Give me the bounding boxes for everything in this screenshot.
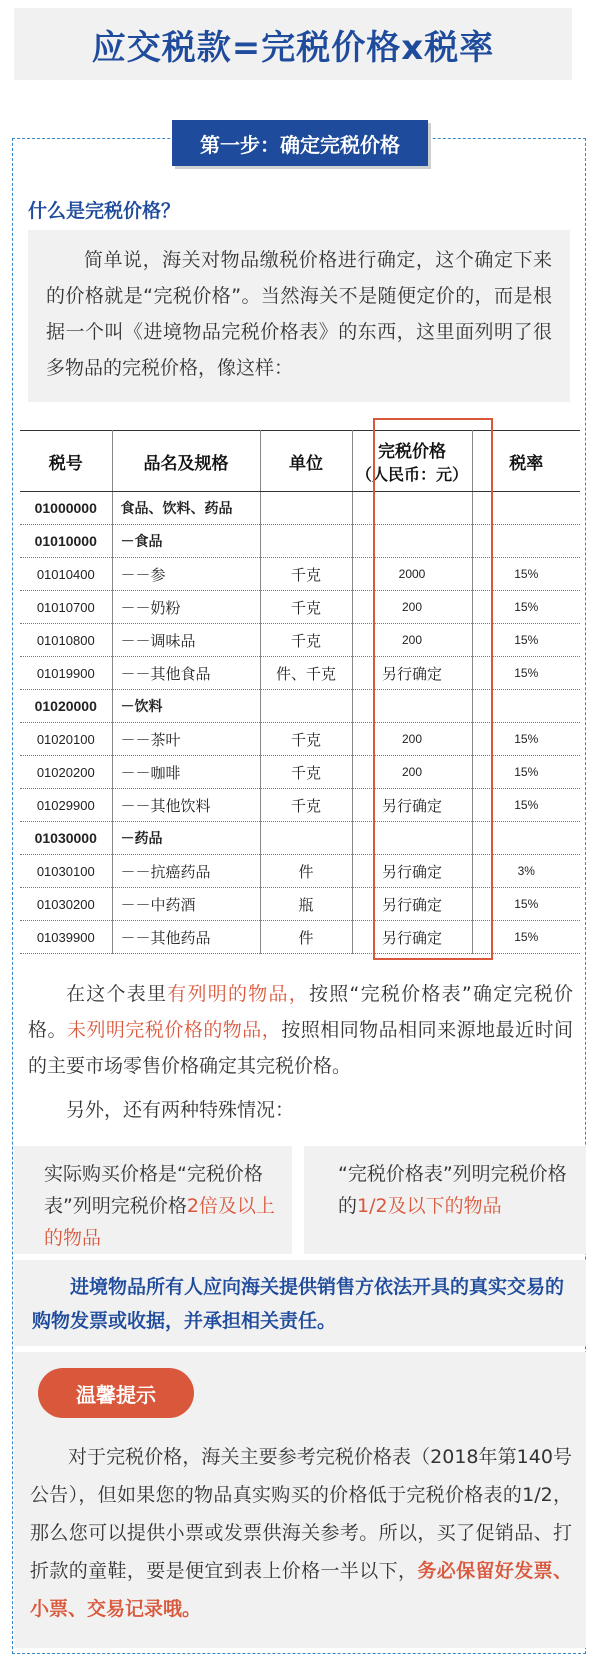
table-row: [20, 723, 580, 756]
cell-name: 食品、饮料、药品: [112, 492, 260, 525]
cell-unit: [260, 822, 352, 855]
cell-unit: 件: [260, 855, 352, 888]
cell-name: －－调味品: [112, 624, 260, 657]
table-header-row: [20, 431, 580, 492]
listed-items-highlight: 有列明的物品，: [167, 983, 310, 1005]
header-price-line1: 完税价格: [378, 442, 446, 462]
cell-code: 01000000: [20, 492, 112, 525]
cell-name: －饮料: [112, 690, 260, 723]
cell-name: －－抗癌药品: [112, 855, 260, 888]
cell-price: 200: [352, 723, 472, 756]
cell-name: －－中药酒: [112, 888, 260, 921]
cell-price: [352, 525, 472, 558]
header-rate: 税率: [472, 431, 580, 492]
case-highlight: 1/2及以下的物品: [357, 1195, 502, 1217]
unlisted-items-highlight: 未列明完税价格的物品，: [66, 1019, 282, 1041]
cell-unit: [260, 525, 352, 558]
case-text: 实际购买价格是“完税价格表”列明完税价格: [44, 1163, 263, 1217]
cell-price: 另行确定: [352, 888, 472, 921]
cell-price: [352, 690, 472, 723]
cell-code: 01029900: [20, 789, 112, 822]
cell-price: 200: [352, 756, 472, 789]
cell-rate: 15%: [472, 723, 580, 756]
header-code: 税号: [20, 431, 112, 492]
header-name: 品名及规格: [112, 431, 260, 492]
cell-price: 200: [352, 624, 472, 657]
cell-code: 01010000: [20, 525, 112, 558]
cell-unit: 千克: [260, 591, 352, 624]
table-row: [20, 822, 580, 855]
cell-name: －－茶叶: [112, 723, 260, 756]
cell-unit: 千克: [260, 756, 352, 789]
table-row: [20, 690, 580, 723]
cell-code: 01010800: [20, 624, 112, 657]
case-half-price: [304, 1146, 586, 1254]
tip-label-pill: 温馨提示: [38, 1368, 194, 1418]
tip-text: 对于完税价格，海关主要参考完税价格表（2018年第140号公告），但如果您的物品真实购买的价格低于完税价格表的1/2，那么您可以提供小票或发票供海关参考。所以，买了促销品、打折款的童鞋，要是便宜到表上价格一半以下，: [30, 1446, 572, 1582]
cell-price: 另行确定: [352, 855, 472, 888]
cell-name: －－其他药品: [112, 921, 260, 954]
cell-rate: 3%: [472, 855, 580, 888]
cell-unit: [260, 690, 352, 723]
para-text: 按照“完税价格表”确定完税价格。: [28, 983, 573, 1041]
cell-unit: 瓶: [260, 888, 352, 921]
cell-unit: 件: [260, 921, 352, 954]
cell-unit: 千克: [260, 789, 352, 822]
listing-rule-paragraph: [28, 976, 573, 1084]
cell-code: 01020000: [20, 690, 112, 723]
cell-price: 另行确定: [352, 789, 472, 822]
table-row: [20, 756, 580, 789]
cell-code: 01010400: [20, 558, 112, 591]
cell-rate: 15%: [472, 624, 580, 657]
cell-rate: [472, 492, 580, 525]
table-row: [20, 492, 580, 525]
table-row: [20, 591, 580, 624]
cell-name: －－其他食品: [112, 657, 260, 690]
invoice-notice: 进境物品所有人应向海关提供销售方依法开具的真实交易的购物发票或收据，并承担相关责任。: [14, 1260, 586, 1346]
section-subheading: 什么是完税价格？: [28, 200, 181, 222]
cell-unit: 千克: [260, 723, 352, 756]
cell-code: 01020200: [20, 756, 112, 789]
special-cases-intro: 另外，还有两种特殊情况：: [66, 1099, 295, 1121]
cell-price: [352, 492, 472, 525]
para-text: 在这个表里: [66, 983, 168, 1005]
table-row: [20, 855, 580, 888]
cell-name: －－奶粉: [112, 591, 260, 624]
cell-code: 01019900: [20, 657, 112, 690]
cell-code: 01020100: [20, 723, 112, 756]
header-unit: 单位: [260, 431, 352, 492]
cell-rate: 15%: [472, 657, 580, 690]
cell-price: [352, 822, 472, 855]
table-row: [20, 921, 580, 954]
cell-name: －－其他饮料: [112, 789, 260, 822]
cell-name: －－参: [112, 558, 260, 591]
tip-paragraph: [30, 1438, 572, 1628]
cell-code: 01030100: [20, 855, 112, 888]
cell-price: 另行确定: [352, 921, 472, 954]
cell-unit: 件、千克: [260, 657, 352, 690]
case-text: “完税价格表”列明完税价格的: [338, 1163, 567, 1217]
tip-emphasis: 务必保留好发票、小票、交易记录哦。: [30, 1560, 572, 1620]
step-banner: 第一步：确定完税价格: [172, 120, 428, 166]
cell-name: －－咖啡: [112, 756, 260, 789]
cell-name: －食品: [112, 525, 260, 558]
cell-rate: [472, 690, 580, 723]
table-row: [20, 558, 580, 591]
table-row: [20, 888, 580, 921]
header-price-line2: （人民币：元）: [355, 465, 468, 484]
table-row: [20, 525, 580, 558]
intro-paragraph: 简单说，海关对物品缴税价格进行确定，这个确定下来的价格就是“完税价格”。当然海关不是随便定价的，而是根据一个叫《进境物品完税价格表》的东西，这里面列明了很多物品的完税价格，像这样：: [28, 230, 570, 402]
cell-unit: 千克: [260, 558, 352, 591]
cell-unit: 千克: [260, 624, 352, 657]
cell-code: 01039900: [20, 921, 112, 954]
tax-price-table: [20, 430, 580, 954]
cell-rate: 15%: [472, 591, 580, 624]
cell-price: 另行确定: [352, 657, 472, 690]
page-title: 应交税款=完税价格x税率: [91, 27, 495, 68]
cell-rate: 15%: [472, 558, 580, 591]
cell-price: 200: [352, 591, 472, 624]
case-double-price: [14, 1146, 292, 1254]
header-price: [352, 431, 472, 492]
cell-code: 01030200: [20, 888, 112, 921]
cell-rate: 15%: [472, 756, 580, 789]
para-text: 按照相同物品相同来源地最近时间的主要市场零售价格确定其完税价格。: [28, 1019, 573, 1077]
cell-rate: [472, 525, 580, 558]
table-row: [20, 789, 580, 822]
title-banner: [14, 8, 572, 80]
cell-unit: [260, 492, 352, 525]
cell-rate: 15%: [472, 789, 580, 822]
special-cases: [14, 1146, 586, 1254]
cell-code: 01030000: [20, 822, 112, 855]
case-highlight: 2倍及以上的物品: [44, 1195, 275, 1249]
cell-price: 2000: [352, 558, 472, 591]
cell-code: 01010700: [20, 591, 112, 624]
table-row: [20, 624, 580, 657]
cell-rate: 15%: [472, 921, 580, 954]
cell-rate: 15%: [472, 888, 580, 921]
table-row: [20, 657, 580, 690]
cell-rate: [472, 822, 580, 855]
cell-name: －药品: [112, 822, 260, 855]
